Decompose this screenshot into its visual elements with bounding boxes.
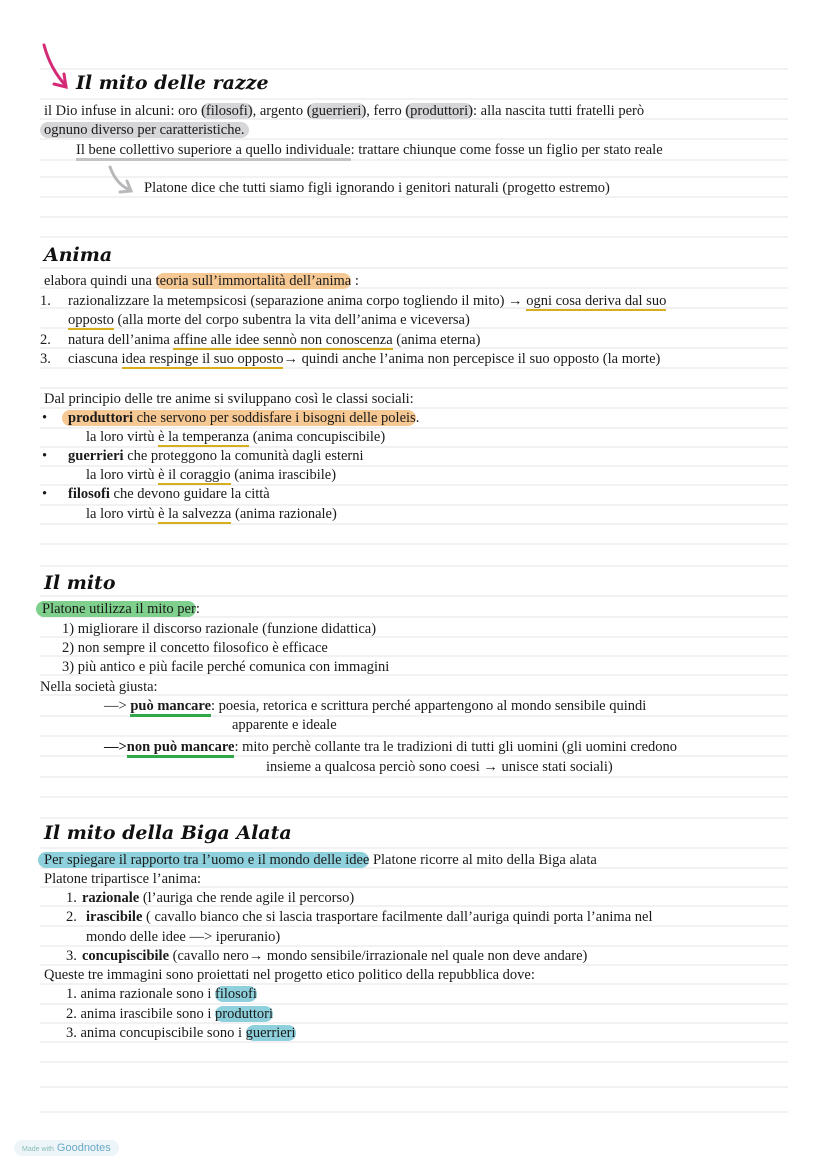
text-line: Platone utilizza il mito per:: [36, 600, 200, 618]
list-item: irascibile ( cavallo bianco che si lascia trasportare facilmente dall’auriga quindi porta l’anima nel: [86, 909, 653, 925]
text-line: Per spiegare il rapporto tra l’uomo e il mondo delle idee Platone ricorre al mito della Biga alata: [38, 851, 597, 869]
list-number: 2.: [66, 909, 77, 925]
list-subitem: la loro virtù è la temperanza (anima concupiscibile): [86, 429, 386, 445]
list-number: 3.: [40, 351, 51, 367]
list-item: produttori che servono per soddisfare i bisogni delle poleis.: [62, 409, 419, 427]
list-number: 1.: [66, 890, 77, 906]
list-item: 3) più antico e più facile perché comunica con immagini: [62, 659, 390, 675]
text-line: Nella società giusta:: [40, 679, 158, 695]
pink-arrow-icon: [44, 45, 66, 87]
list-item: filosofi che devono guidare la città: [68, 486, 270, 502]
list-number: 2.: [40, 332, 51, 348]
list-item: —> può mancare: poesia, retorica e scrittura perché appartengono al mondo sensibile quindi: [104, 697, 646, 715]
text-line: ognuno diverso per caratteristiche.: [40, 121, 249, 139]
list-subitem: la loro virtù è il coraggio (anima irascibile): [86, 467, 337, 483]
list-item: guerrieri che proteggono la comunità dagli esterni: [68, 448, 364, 464]
gray-arrow-icon: [110, 167, 131, 192]
list-item: 1. anima razionale sono i filosofi: [66, 986, 257, 1002]
text-line: il Dio infuse in alcuni: oro (filosofi), argento (guerrieri), ferro (produttori): alla nascita tutti fratelli però: [44, 103, 645, 119]
list-item: concupiscibile (cavallo nero→ mondo sensibile/irrazionale nel quale non deve andare): [82, 948, 588, 964]
list-item: 2. anima irascibile sono i produttori: [66, 1006, 273, 1022]
bullet: •: [42, 410, 48, 426]
list-item: natura dell’anima affine alle idee sennò non conoscenza (anima eterna): [68, 332, 481, 348]
text-line: Queste tre immagini sono proiettati nel progetto etico politico della repubblica dove:: [44, 967, 535, 983]
list-item: 3. anima concupiscibile sono i guerrieri: [66, 1025, 296, 1041]
section-title-il-mito: Il mito: [44, 572, 116, 594]
list-item-continued: mondo delle idee —> iperuranio): [86, 929, 281, 945]
bullet: •: [42, 448, 48, 464]
list-item: razionale (l’auriga che rende agile il percorso): [82, 890, 355, 906]
text-line: elabora quindi una teoria sull’immortalità dell’anima :: [44, 273, 359, 289]
list-item: ciascuna idea respinge il suo opposto→ quindi anche l’anima non percepisce il suo opposto (la morte): [68, 351, 661, 367]
text-line: Platone dice che tutti siamo figli ignorando i genitori naturali (progetto estremo): [144, 180, 610, 196]
list-subitem: la loro virtù è la salvezza (anima razionale): [86, 506, 337, 522]
bullet: •: [42, 486, 48, 502]
section-title-biga-alata: Il mito della Biga Alata: [44, 822, 292, 844]
goodnotes-badge: Made with Goodnotes: [14, 1140, 119, 1156]
list-item-continued: apparente e ideale: [232, 717, 337, 733]
list-item: 2) non sempre il concetto filosofico è efficace: [62, 640, 328, 656]
list-item: 1) migliorare il discorso razionale (funzione didattica): [62, 621, 377, 637]
list-item-continued: insieme a qualcosa perciò sono coesi → unisce stati sociali): [266, 759, 613, 775]
list-item: razionalizzare la metempsicosi (separazione anima corpo togliendo il mito) → ogni cosa deriva dal suo: [68, 293, 667, 309]
list-item: opposto (alla morte del corpo subentra la vita dell’anima e viceversa): [68, 312, 470, 328]
list-number: 1.: [40, 293, 51, 309]
section-title-anima: Anima: [44, 244, 113, 266]
text-line: Il bene collettivo superiore a quello individuale: trattare chiunque come fosse un figlio per stato reale: [76, 141, 663, 159]
text-line: Platone tripartisce l’anima:: [44, 871, 202, 887]
list-number: 3.: [66, 948, 77, 964]
text-line: Dal principio delle tre anime si sviluppano così le classi sociali:: [44, 391, 414, 407]
section-title-myth-of-races: Il mito delle razze: [76, 72, 269, 94]
list-item: —>non può mancare: mito perchè collante tra le tradizioni di tutti gli uomini (gli uomini credono: [104, 738, 677, 756]
